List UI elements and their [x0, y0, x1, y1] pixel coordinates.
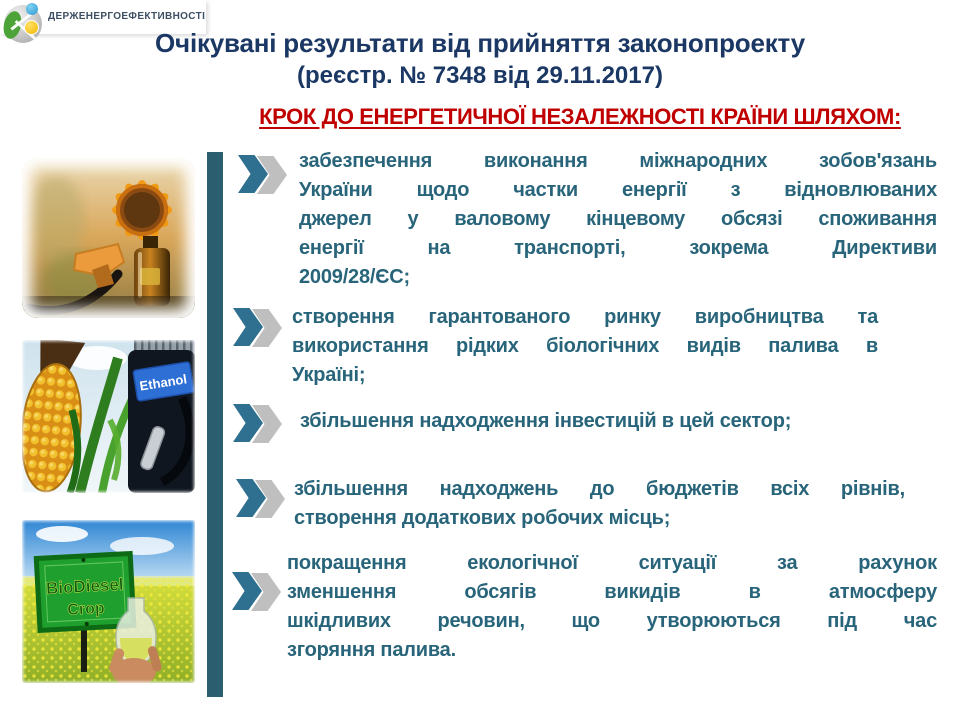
biodiesel-sign-line2: Crop	[66, 599, 106, 619]
agency-name: ДЕРЖЕНЕРГОЕФЕКТИВНОСТІ	[48, 11, 206, 22]
image-corn-ethanol-pump	[22, 340, 195, 493]
bullet-line: Україні;	[292, 364, 366, 386]
bullet-text-5	[287, 549, 937, 665]
biodiesel-field-illustration	[22, 520, 195, 683]
bullet-line: збільшення надходжень до бюджетів всіх рівнів,	[294, 478, 905, 500]
image-sunflower-biofuel	[22, 158, 195, 318]
biodiesel-sign-line1: BioDiesel	[45, 574, 125, 598]
image-biodiesel-crop-field	[22, 520, 195, 683]
bullet-line: зменшення обсягів викидів в атмосферу	[287, 581, 937, 603]
double-chevron-icon	[232, 572, 284, 610]
accent-bar	[207, 152, 223, 697]
slide-title-line2: (реєстр. № 7348 від 29.11.2017)	[297, 62, 663, 89]
slide-title-line1: Очікувані результати від прийняття законопроекту	[155, 28, 805, 58]
bullet-line: покращення екологічної ситуації за рахунок	[287, 552, 937, 574]
sunflower-biofuel-illustration	[22, 158, 195, 318]
logo-blue-dot	[26, 3, 38, 15]
double-chevron-icon	[238, 155, 290, 193]
bullet-line: шкідливих речовин, що утворюються під час	[287, 610, 937, 632]
ethanol-label-text: Ethanol	[138, 371, 188, 394]
bullet-text-3	[300, 407, 920, 436]
double-chevron-icon	[233, 308, 285, 346]
bullet-line: України щодо частки енергії з відновлюваних	[299, 179, 937, 201]
bullet-line: створення гарантованого ринку виробництва та	[292, 306, 878, 328]
bullet-line: створення додаткових робочих місць;	[294, 507, 671, 529]
bullet-line: енергії на транспорті, зокрема Директиви	[299, 237, 937, 259]
bullet-line: джерел у валовому кінцевому обсязі споживання	[299, 208, 937, 230]
double-chevron-icon	[233, 404, 285, 442]
bullet-text-4	[294, 475, 905, 533]
bullet-text-1	[299, 147, 937, 292]
bullet-line: використання рідких біологічних видів палива в	[292, 335, 878, 357]
bullet-text-2	[292, 303, 878, 390]
bullet-line: 2009/28/ЄС;	[299, 266, 410, 288]
bullet-line: згоряння палива.	[287, 639, 456, 661]
bullet-line: збільшення надходження інвестицій в цей сектор;	[300, 410, 792, 432]
bullet-line: забезпечення виконання міжнародних зобов'язань	[299, 150, 937, 172]
corn-ethanol-illustration	[22, 340, 195, 493]
section-heading: КРОК ДО ЕНЕРГЕТИЧНОЇ НЕЗАЛЕЖНОСТІ КРАЇНИ ШЛЯХОМ:	[259, 104, 901, 129]
double-chevron-icon	[236, 479, 288, 517]
